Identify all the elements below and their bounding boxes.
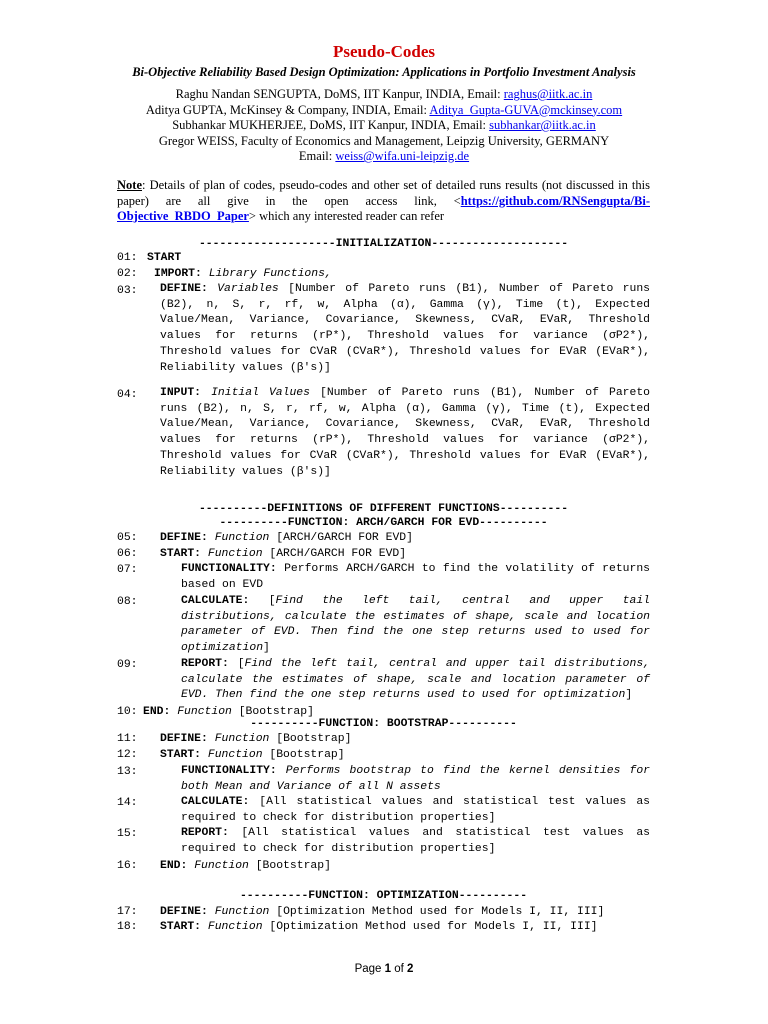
line-number: 10: bbox=[117, 706, 138, 718]
section-header-bootstrap: ----------FUNCTION: BOOTSTRAP---------- bbox=[250, 718, 517, 730]
line-number: 03: bbox=[117, 285, 138, 297]
line-number: 01: bbox=[117, 252, 138, 264]
line-number: 18: bbox=[117, 921, 138, 933]
email-link[interactable]: raghus@iitk.ac.in bbox=[503, 87, 593, 101]
line-number: 12: bbox=[117, 749, 138, 761]
line-number: 13: bbox=[117, 766, 138, 778]
code-line: FUNCTIONALITY: Performs ARCH/GARCH to find the volatility of returns based on EVD bbox=[181, 563, 650, 591]
code-line: CALCULATE: [All statistical values and statistical test values as required to check for distribution properties] bbox=[181, 796, 650, 824]
code-line: FUNCTIONALITY: Performs bootstrap to find the kernel densities for both Mean and Variance of all N assets bbox=[181, 765, 650, 793]
author-list bbox=[0, 87, 768, 165]
email-link[interactable]: Aditya_Gupta-GUVA@mckinsey.com bbox=[429, 102, 623, 117]
code-line: DEFINE: Variables [Number of Pareto runs (B1), Number of Pareto runs (B2), n, S, r, rf, w, Alpha (α), Gamma (γ), Time (t), Expected Value/Mean, Variance, Covariance, Skewness, CVaR, EVaR, Threshold values for returns (rP*), Threshold values for variance (σP2*), Threshold values for CVaR (CVaR*), Threshold values for EVaR (EVaR*), Reliability values (β's)] bbox=[160, 283, 650, 374]
line-number: 05: bbox=[117, 532, 138, 544]
code-line: CALCULATE: [Find the left tail, central and upper tail distributions, calculate the estimates of shape, scale and location parameter of EVD. Then find the one step returns used to used for optimization] bbox=[181, 595, 650, 655]
section-header-initialization: --------------------INITIALIZATION-------------------- bbox=[198, 238, 569, 250]
line-number: 15: bbox=[117, 828, 138, 840]
code-line: DEFINE: Function [ARCH/GARCH FOR EVD] bbox=[160, 532, 413, 544]
line-number: 07: bbox=[117, 564, 138, 576]
code-line: INPUT: Initial Values [Number of Pareto runs (B1), Number of Pareto runs (B2), n, S, r, rf, w, Alpha (α), Gamma (γ), Time (t), Expected Value/Mean, Variance, Covariance, Skewness, CVaR, EVaR, Threshold values for returns (rP*), Threshold values for variance (σP2*), Threshold values for CVaR (CVaR*), Threshold values for EVaR (EVaR*), Reliability values (β's)] bbox=[160, 387, 651, 478]
section-header-optimization: ----------FUNCTION: OPTIMIZATION---------- bbox=[239, 890, 528, 902]
page-title: Pseudo-Codes bbox=[332, 42, 435, 61]
author-line: Email: weiss@wifa.uni-leipzig.de bbox=[298, 149, 470, 163]
line-number: 17: bbox=[117, 906, 138, 918]
line-number: 09: bbox=[117, 659, 138, 671]
code-line: START bbox=[147, 252, 182, 264]
email-link[interactable]: subhankar@iitk.ac.in bbox=[489, 118, 596, 132]
author-line: Gregor WEISS, Faculty of Economics and Management, Leipzig University, GERMANY bbox=[158, 133, 610, 148]
author-line: Subhankar MUKHERJEE, DoMS, IIT Kanpur, INDIA, Email: subhankar@iitk.ac.in bbox=[172, 118, 596, 132]
code-line: END: Function [Bootstrap] bbox=[160, 860, 331, 872]
page-footer: Page 1 of 2 bbox=[354, 963, 414, 975]
section-header-arch-garch: ----------FUNCTION: ARCH/GARCH FOR EVD---------- bbox=[219, 517, 548, 529]
line-number: 06: bbox=[117, 548, 138, 560]
current-page-number: 1 bbox=[384, 963, 392, 975]
author-line: Aditya GUPTA, McKinsey & Company, INDIA, Email: Aditya_Gupta-GUVA@mckinsey.com bbox=[145, 102, 623, 117]
line-number: 14: bbox=[117, 797, 138, 809]
paper-subtitle: Bi-Objective Reliability Based Design Optimization: Applications in Portfolio Investment Analysis bbox=[132, 65, 636, 79]
email-link[interactable]: weiss@wifa.uni-leipzig.de bbox=[335, 149, 470, 163]
total-page-number: 2 bbox=[407, 963, 414, 975]
section-header-definitions: ----------DEFINITIONS OF DIFFERENT FUNCTIONS---------- bbox=[198, 503, 569, 515]
line-number: 02: bbox=[117, 268, 138, 280]
author-line: Raghu Nandan SENGUPTA, DoMS, IIT Kanpur, INDIA, Email: raghus@iitk.ac.in bbox=[175, 87, 593, 101]
github-link[interactable]: https://github.com/RNSengupta/Bi-Objective_RBDO_Paper bbox=[117, 193, 650, 223]
code-line: IMPORT: Library Functions, bbox=[154, 268, 332, 280]
code-line: REPORT: [All statistical values and statistical test values as required to check for distribution properties] bbox=[181, 827, 650, 855]
code-line: START: Function [ARCH/GARCH FOR EVD] bbox=[160, 548, 407, 560]
code-line: END: Function [Bootstrap] bbox=[143, 706, 314, 718]
note-label: Note bbox=[117, 178, 142, 192]
line-number: 11: bbox=[117, 733, 138, 745]
code-line: START: Function [Bootstrap] bbox=[160, 749, 345, 761]
code-line: DEFINE: Function [Optimization Method used for Models I, II, III] bbox=[160, 906, 605, 918]
code-line: REPORT: [Find the left tail, central and upper tail distributions, calculate the estimates of shape, scale and location parameter of EVD. Then find the one step returns used to used for optimization] bbox=[181, 658, 651, 702]
line-number: 16: bbox=[117, 860, 138, 872]
line-number: 08: bbox=[117, 596, 138, 608]
code-line: START: Function [Optimization Method used for Models I, II, III] bbox=[160, 921, 598, 933]
code-line: DEFINE: Function [Bootstrap] bbox=[160, 733, 352, 745]
note-paragraph: Note: Details of plan of codes, pseudo-codes and other set of detailed runs results (not discussed in this paper) are all give in the open access link, <https://github.com/RNSengupta/Bi-Objective_RBDO_Paper> which any interested reader can refer bbox=[117, 178, 650, 223]
line-number: 04: bbox=[117, 389, 138, 401]
